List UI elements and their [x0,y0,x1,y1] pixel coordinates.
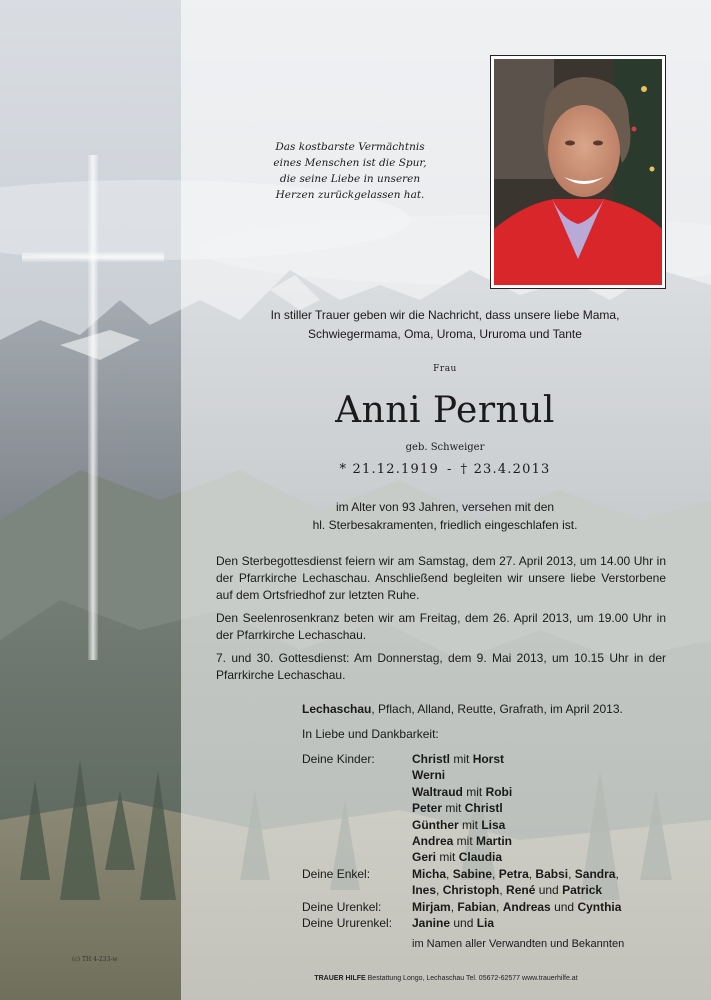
family-member-name: Lisa [481,817,506,832]
announcement-intro: In stiller Trauer geben wir die Nachricht, dass unsere liebe Mama, Schwiegermama, Oma, Uroma, Ururoma und Tante [270,308,620,341]
family-member-name: Micha [412,866,447,881]
age-text: im Alter von 93 Jahren, versehen mit den hl. Sterbesakramenten, friedlich eingeschlafen ist. [312,500,578,532]
family-names [412,784,682,800]
family-member-name: Mirjam [412,899,451,914]
family-member-name: Janine [412,916,451,931]
family-names [412,849,682,865]
family-group-label [302,800,412,816]
family-member-name: Christl [412,752,451,766]
family-member-name: Robi [485,784,513,799]
family-member-name: Andrea [412,834,454,849]
family-member-name: Werni [412,768,446,783]
family-names [412,833,682,849]
family-group-label [302,849,412,865]
family-connector: und [550,899,578,914]
family-connector: , [499,883,507,898]
family-names [412,882,682,898]
family-group-label [302,817,412,833]
family-group-label: Deine Kinder: [302,752,375,766]
family-row [302,849,682,865]
family-names [412,800,682,816]
family-connector: , [496,899,503,914]
family-connector: mit [442,801,465,816]
family-member-name: Sandra [574,866,616,881]
footer-undertaker: TRAUER HILFE Bestattung Longo, Lechaschau Tel. 05672-62577 www.trauerhilfe.at [314,975,578,982]
family-names [412,751,682,767]
family-member-name: Martin [476,834,513,849]
life-dates [215,462,675,477]
memorial-quote: Das kostbarste Vermächtnis eines Menschen ist die Spur, die seine Liebe in unseren Herzen zurückgelassen hat. [273,141,427,201]
family-member-name: Christoph [442,883,500,898]
family-connector: , [436,883,443,898]
family-names [412,899,682,915]
family-connector: , [615,866,619,881]
family-member-name: Lia [476,916,495,931]
family-connector: mit [450,752,473,766]
family-group-label [302,767,412,783]
family-row [302,784,682,800]
family-member-name: Andreas [502,899,551,914]
maiden-name: geb. Schweiger [405,442,485,453]
cross-vertical-beam [88,155,98,660]
family-connector: , [528,866,536,881]
family-row [302,915,682,931]
family-row [302,800,682,816]
family-names [412,866,682,882]
family-row [302,751,682,767]
family-connector: und [450,916,477,931]
memorial-service-paragraph: 7. und 30. Gottesdienst: Am Donnerstag, dem 9. Mai 2013, um 10.15 Uhr in der Pfarrkirche Lechaschau. [216,651,666,682]
family-member-name: Peter [412,801,443,816]
family-connector: , [450,899,458,914]
family-member-name: Horst [472,752,505,766]
family-member-name: Cynthia [577,899,622,914]
family-row [302,833,682,849]
family-connector: , [492,866,499,881]
family-group-label [302,882,412,898]
family-connector: mit [453,834,477,849]
copyright-note: (c) TH 4-233-w [72,956,118,963]
death-date: † 23.4.2013 [460,462,551,477]
date-separator: - [446,462,453,477]
funeral-service-paragraph: Den Sterbegottesdienst feiern wir am Samstag, dem 27. April 2013, um 14.00 Uhr in der Pfarrkirche Lechaschau. Anschließend begleiten wir unsere liebe Verstorbene auf dem Ortsfriedhof zur letzten Ruhe. [216,554,666,602]
family-member-name: Babsi [535,866,569,881]
family-member-name: Waltraud [412,784,463,799]
family-connector: mit [436,850,459,865]
family-member-name: Christl [464,801,503,816]
portrait-frame [490,55,666,289]
family-group-label: Deine Ururenkel: [302,916,393,931]
salutation: Frau [433,364,457,374]
portrait-photo [494,59,662,285]
place-and-date: Lechaschau, Pflach, Alland, Reutte, Grafrath, im April 2013. [302,702,623,716]
birth-date: * 21.12.1919 [339,462,439,477]
family-row [302,882,682,898]
family-member-name: Petra [498,866,529,881]
family-group-label: Deine Urenkel: [302,899,382,914]
family-member-name: Ines [412,883,437,898]
family-row [302,817,682,833]
family-connector: , [568,866,575,881]
family-member-name: Sabine [452,866,493,881]
deceased-name: Anni Pernul [335,390,555,431]
family-group-label [302,833,412,849]
family-list [302,751,682,931]
family-member-name: Claudia [458,850,503,865]
family-row [302,899,682,915]
family-connector: , [446,866,453,881]
family-group-label: Deine Enkel: [302,866,371,881]
rosary-paragraph: Den Seelenrosenkranz beten wir am Freitag, dem 26. April 2013, um 19.00 Uhr in der Pfarrkirche Lechaschau. [216,611,666,642]
family-member-name: Günther [412,817,459,832]
family-names [412,915,682,931]
family-names [412,817,682,833]
family-row [302,866,682,882]
family-member-name: Patrick [562,883,603,898]
family-names [412,767,682,783]
family-connector: mit [462,784,486,799]
family-group-label [302,784,412,800]
closing-line: im Namen aller Verwandten und Bekannten [412,938,625,950]
family-connector: mit [458,817,482,832]
family-row [302,767,682,783]
thanks-line: In Liebe und Dankbarkeit: [302,727,439,741]
family-member-name: Fabian [457,899,497,914]
cross-horizontal-beam [22,252,164,262]
family-connector: und [535,883,563,898]
family-member-name: René [506,883,536,898]
family-member-name: Geri [412,850,437,865]
